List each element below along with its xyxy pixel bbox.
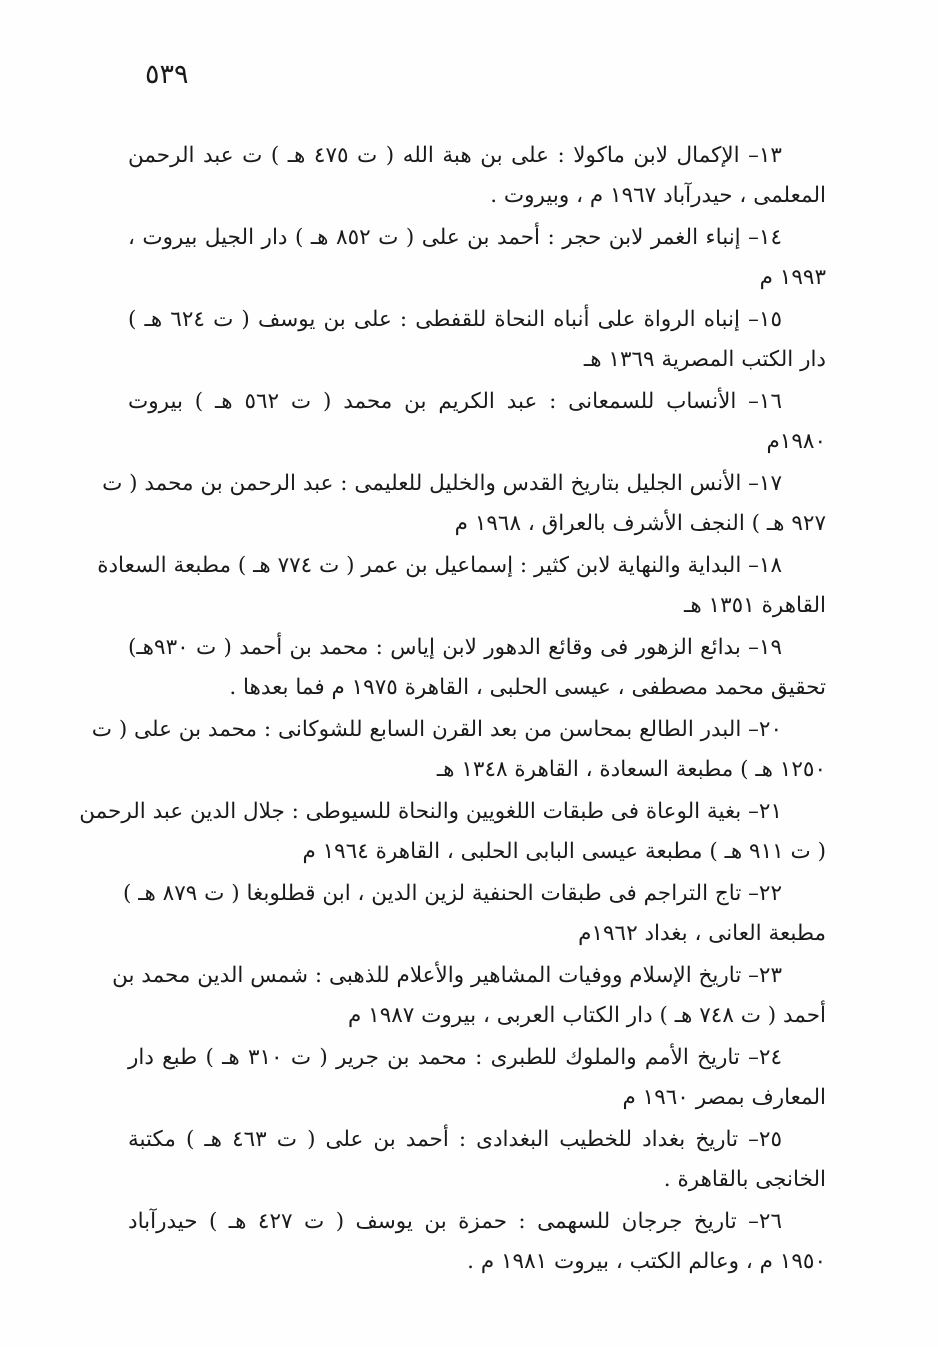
- bibliography-entry-13: [128, 136, 826, 215]
- bibliography-entry-15: [128, 300, 826, 379]
- entry-line: دار الكتب المصرية ١٣٦٩ هـ: [583, 346, 826, 372]
- entry-line: ٢٢– تاج التراجم فى طبقات الحنفية لزين الدين ، ابن قطلوبغا ( ت ٨٧٩ هـ ): [122, 881, 782, 906]
- entry-line: ٢٠– البدر الطالع بمحاسن من بعد القرن السابع للشوكانى : محمد بن على ( ت: [91, 717, 782, 742]
- entry-line: ١٧– الأنس الجليل بتاريخ القدس والخليل للعليمى : عبد الرحمن بن محمد ( ت: [102, 471, 782, 496]
- entry-line: ٢٤– تاريخ الأمم والملوك للطبرى : محمد بن جرير ( ت ٣١٠ هـ ) طبع دار: [128, 1045, 782, 1070]
- bibliography-entry-24: [128, 1038, 826, 1117]
- bibliography-entry-14: [128, 218, 826, 297]
- entry-line: المعارف بمصر ١٩٦٠ م: [622, 1084, 826, 1110]
- entry-line: الخانجى بالقاهرة .: [663, 1166, 826, 1192]
- entry-line: المعلمى ، حيدرآباد ١٩٦٧ م ، وبيروت .: [490, 182, 826, 208]
- bibliography-entry-21: [79, 792, 826, 871]
- bibliography-entry-26: [128, 1202, 826, 1281]
- entry-line: ١٩٥٠ م ، وعالم الكتب ، بيروت ١٩٨١ م .: [467, 1248, 826, 1274]
- bibliography-entry-17: [102, 464, 826, 543]
- entry-line: أحمد ( ت ٧٤٨ هـ ) دار الكتاب العربى ، بيروت ١٩٨٧ م: [347, 1002, 826, 1028]
- bibliography-entry-25: [128, 1120, 826, 1199]
- entry-line: ٢٣– تاريخ الإسلام ووفيات المشاهير والأعلام للذهبى : شمس الدين محمد بن: [112, 963, 782, 988]
- entry-line: ١٣– الإكمال لابن ماكولا : على بن هبة الله ( ت ٤٧٥ هـ ) ت عبد الرحمن: [128, 143, 782, 168]
- entry-line: ٢٦– تاريخ جرجان للسهمى : حمزة بن يوسف ( ت ٤٢٧ هـ ) حيدرآباد: [128, 1209, 782, 1234]
- bibliography-entry-20: [91, 710, 826, 789]
- entry-line: ٢١– بغية الوعاة فى طبقات اللغويين والنحاة للسيوطى : جلال الدين عبد الرحمن: [79, 799, 782, 824]
- bibliography-entry-19: [128, 628, 826, 707]
- entry-line: تحقيق محمد مصطفى ، عيسى الحلبى ، القاهرة ١٩٧٥ م فما بعدها .: [229, 674, 826, 700]
- entry-line: مطبعة العانى ، بغداد ١٩٦٢م: [578, 920, 826, 946]
- bibliography-entry-16: [128, 382, 826, 461]
- bibliography-list: [79, 136, 826, 1284]
- entry-line: ١٩٩٣ م: [759, 264, 826, 290]
- page-number: ٥٣٩: [145, 59, 189, 90]
- entry-line: ١٦– الأنساب للسمعانى : عبد الكريم بن محمد ( ت ٥٦٢ هـ ) بيروت: [128, 389, 782, 414]
- entry-line: ١٩٨٠م: [766, 428, 826, 454]
- entry-line: ٢٥– تاريخ بغداد للخطيب البغدادى : أحمد بن على ( ت ٤٦٣ هـ ) مكتبة: [128, 1127, 783, 1152]
- entry-line: ١٢٥٠ هـ ) مطبعة السعادة ، القاهرة ١٣٤٨ هـ: [436, 756, 826, 782]
- bibliography-entry-22: [122, 874, 826, 953]
- bibliography-entry-23: [112, 956, 826, 1035]
- entry-line: ١٨– البداية والنهاية لابن كثير : إسماعيل بن عمر ( ت ٧٧٤ هـ ) مطبعة السعادة: [97, 553, 782, 578]
- entry-line: ١٥– إنباه الرواة على أنباه النحاة للقفطى : على بن يوسف ( ت ٦٢٤ هـ ): [128, 307, 782, 332]
- entry-line: القاهرة ١٣٥١ هـ: [684, 592, 826, 618]
- entry-line: ( ت ٩١١ هـ ) مطبعة عيسى البابى الحلبى ، القاهرة ١٩٦٤ م: [302, 838, 826, 864]
- bibliography-entry-18: [97, 546, 826, 625]
- entry-line: ١٤– إنباء الغمر لابن حجر : أحمد بن على ( ت ٨٥٢ هـ ) دار الجيل بيروت ،: [128, 225, 783, 250]
- entry-line: ١٩– بدائع الزهور فى وقائع الدهور لابن إياس : محمد بن أحمد ( ت ٩٣٠هـ): [128, 635, 782, 660]
- entry-line: ٩٢٧ هـ ) النجف الأشرف بالعراق ، ١٩٦٨ م: [454, 510, 826, 536]
